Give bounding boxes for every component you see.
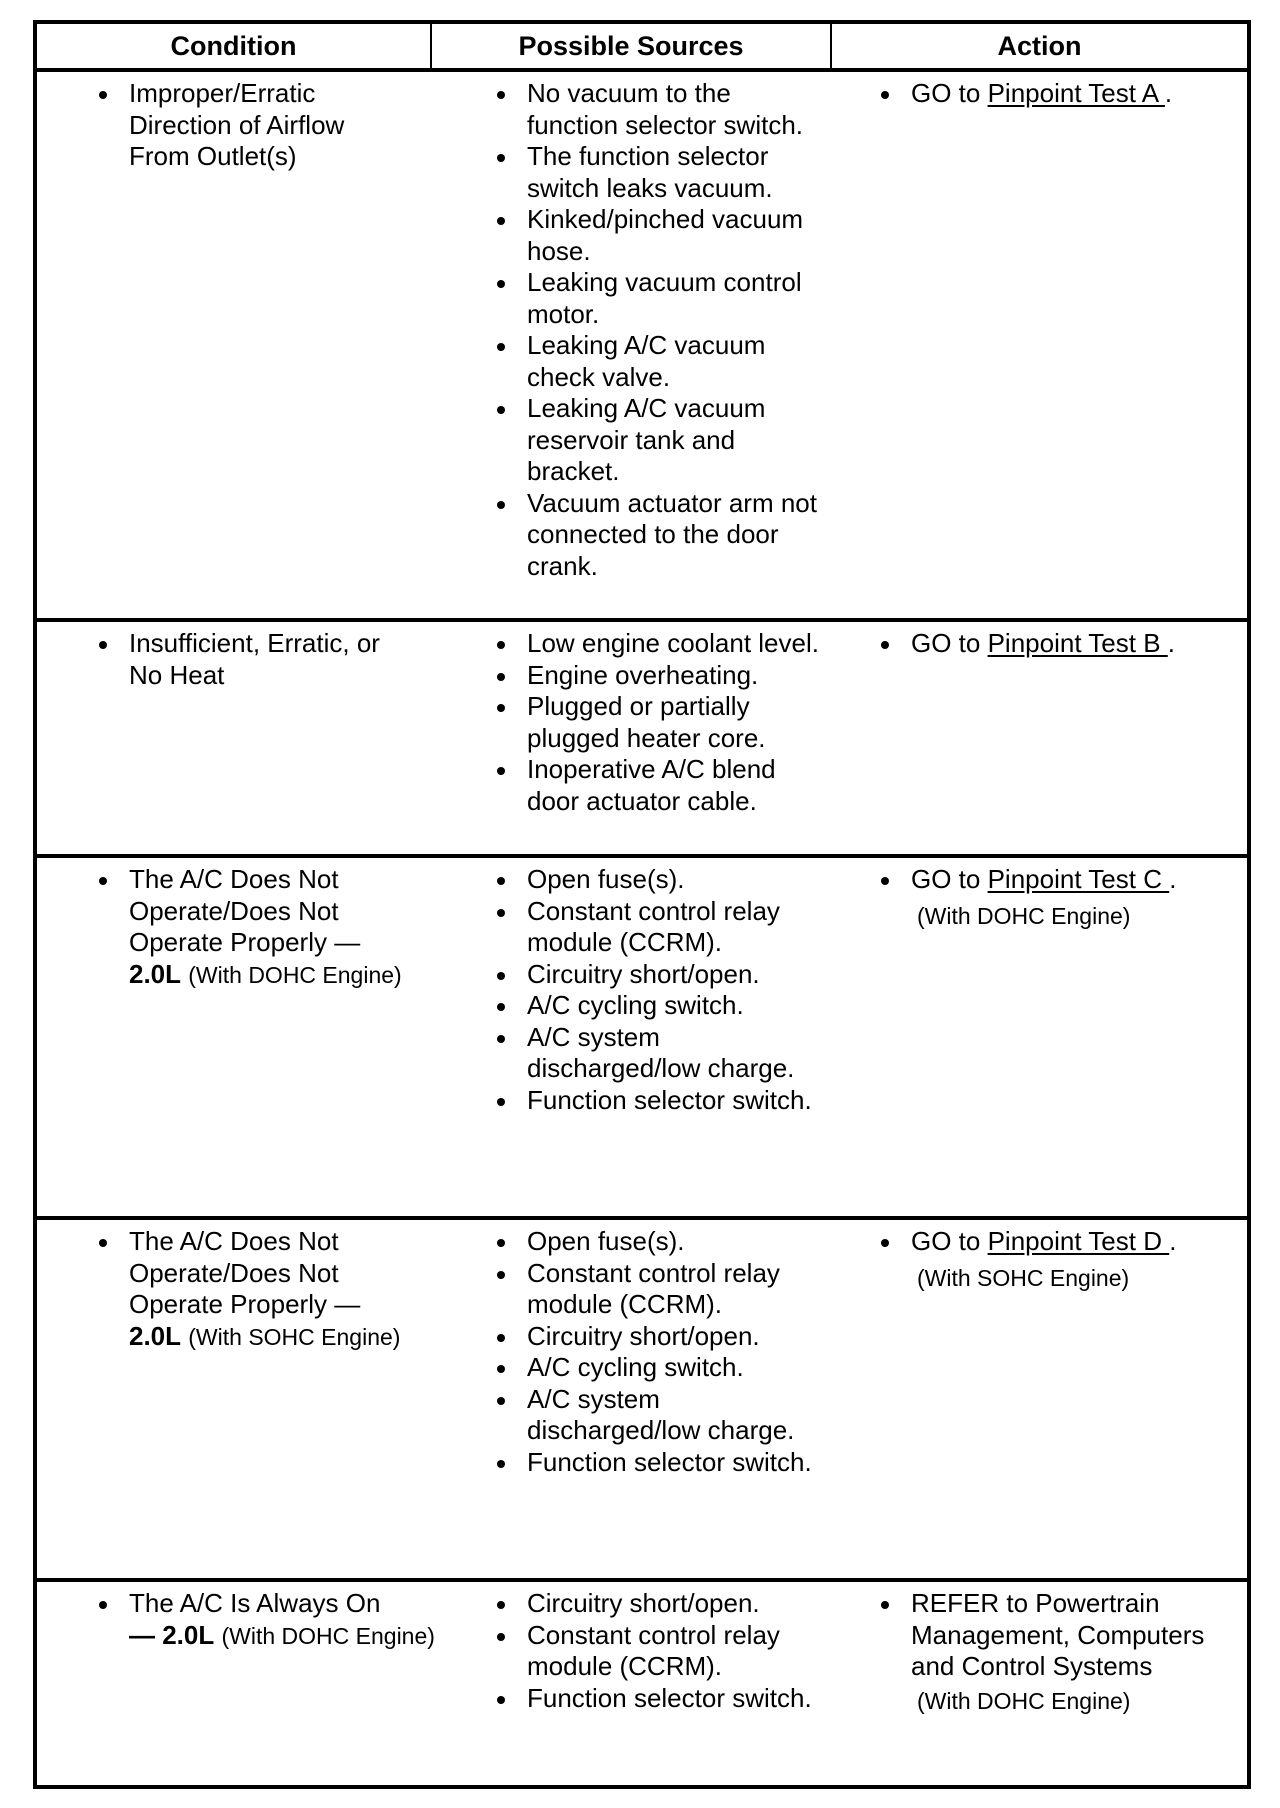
sources-cell — [431, 1580, 831, 1787]
condition-item: The A/C Does Not Operate/Does Not Operate Properly — 2.0L (With SOHC Engine) — [129, 1226, 431, 1353]
source-item: A/C system discharged/low charge. — [527, 1022, 827, 1085]
source-item: Open fuse(s). — [527, 864, 827, 896]
source-item: Function selector switch. — [527, 1085, 827, 1117]
condition-cell — [35, 70, 431, 620]
sources-cell — [431, 620, 831, 856]
source-item: Circuitry short/open. — [527, 1321, 827, 1353]
source-item: A/C system discharged/low charge. — [527, 1384, 827, 1447]
condition-item: Improper/Erratic Direction of Airflow From Outlet(s) — [129, 78, 431, 173]
pinpoint-test-d-link[interactable]: Pinpoint Test D — [987, 1226, 1170, 1256]
source-item: Constant control relay module (CCRM). — [527, 1258, 827, 1321]
engine-note: (With SOHC Engine) — [917, 1264, 1130, 1291]
engine-note: (With DOHC Engine) — [917, 902, 1131, 929]
source-item: Circuitry short/open. — [527, 1588, 827, 1620]
sources-cell — [431, 1218, 831, 1580]
source-item: A/C cycling switch. — [527, 990, 827, 1022]
table-row — [35, 1218, 1249, 1580]
sources-cell — [431, 856, 831, 1218]
source-item: Leaking A/C vacuum reservoir tank and bracket. — [527, 393, 827, 488]
source-item: No vacuum to the function selector switch. — [527, 78, 827, 141]
source-item: Constant control relay module (CCRM). — [527, 896, 827, 959]
table-row — [35, 1580, 1249, 1787]
table-row — [35, 620, 1249, 856]
action-item: GO to Pinpoint Test C . (With DOHC Engine) — [911, 864, 1247, 932]
condition-cell — [35, 1218, 431, 1580]
source-item: Circuitry short/open. — [527, 959, 827, 991]
action-cell — [831, 1218, 1249, 1580]
condition-item: The A/C Does Not Operate/Does Not Operate Properly — 2.0L (With DOHC Engine) — [129, 864, 431, 991]
header-possible-sources: Possible Sources — [431, 22, 831, 70]
pinpoint-test-a-link[interactable]: Pinpoint Test A — [987, 78, 1165, 108]
source-item: Low engine coolant level. — [527, 628, 827, 660]
source-item: Function selector switch. — [527, 1447, 827, 1479]
condition-cell — [35, 856, 431, 1218]
condition-cell — [35, 620, 431, 856]
action-cell — [831, 856, 1249, 1218]
action-cell — [831, 620, 1249, 856]
action-item: GO to Pinpoint Test A . — [911, 78, 1247, 110]
engine-note: (With DOHC Engine) — [917, 1687, 1131, 1714]
source-item: The function selector switch leaks vacuum. — [527, 141, 827, 204]
pinpoint-test-c-link[interactable]: Pinpoint Test C — [987, 864, 1170, 894]
source-item: Vacuum actuator arm not connected to the door crank. — [527, 488, 827, 583]
source-item: Inoperative A/C blend door actuator cable. — [527, 754, 827, 817]
table-row — [35, 856, 1249, 1218]
action-item: GO to Pinpoint Test B . — [911, 628, 1247, 660]
header-row — [35, 22, 1249, 70]
source-item: Plugged or partially plugged heater core. — [527, 691, 827, 754]
source-item: Kinked/pinched vacuum hose. — [527, 204, 827, 267]
condition-cell — [35, 1580, 435, 1787]
sources-cell — [431, 70, 831, 620]
header-condition: Condition — [35, 22, 431, 70]
symptom-chart-table — [33, 20, 1251, 1789]
source-item: Leaking vacuum control motor. — [527, 267, 827, 330]
pinpoint-test-b-link[interactable]: Pinpoint Test B — [987, 628, 1168, 658]
action-cell — [831, 1580, 1249, 1787]
action-item: GO to Pinpoint Test D . (With SOHC Engine) — [911, 1226, 1247, 1294]
table-row — [35, 70, 1249, 620]
source-item: Open fuse(s). — [527, 1226, 827, 1258]
source-item: Constant control relay module (CCRM). — [527, 1620, 827, 1683]
source-item: Function selector switch. — [527, 1683, 827, 1715]
source-item: Leaking A/C vacuum check valve. — [527, 330, 827, 393]
header-action: Action — [831, 22, 1249, 70]
source-item: A/C cycling switch. — [527, 1352, 827, 1384]
diagnosis-table-sheet — [33, 20, 1247, 1789]
condition-item: Insufficient, Erratic, or No Heat — [129, 628, 431, 691]
action-cell — [831, 70, 1249, 620]
source-item: Engine overheating. — [527, 660, 827, 692]
action-item: REFER to Powertrain Management, Computers and Control Systems (With DOHC Engine) — [911, 1588, 1247, 1717]
condition-item: The A/C Is Always On — 2.0L (With DOHC Engine) — [129, 1588, 431, 1652]
